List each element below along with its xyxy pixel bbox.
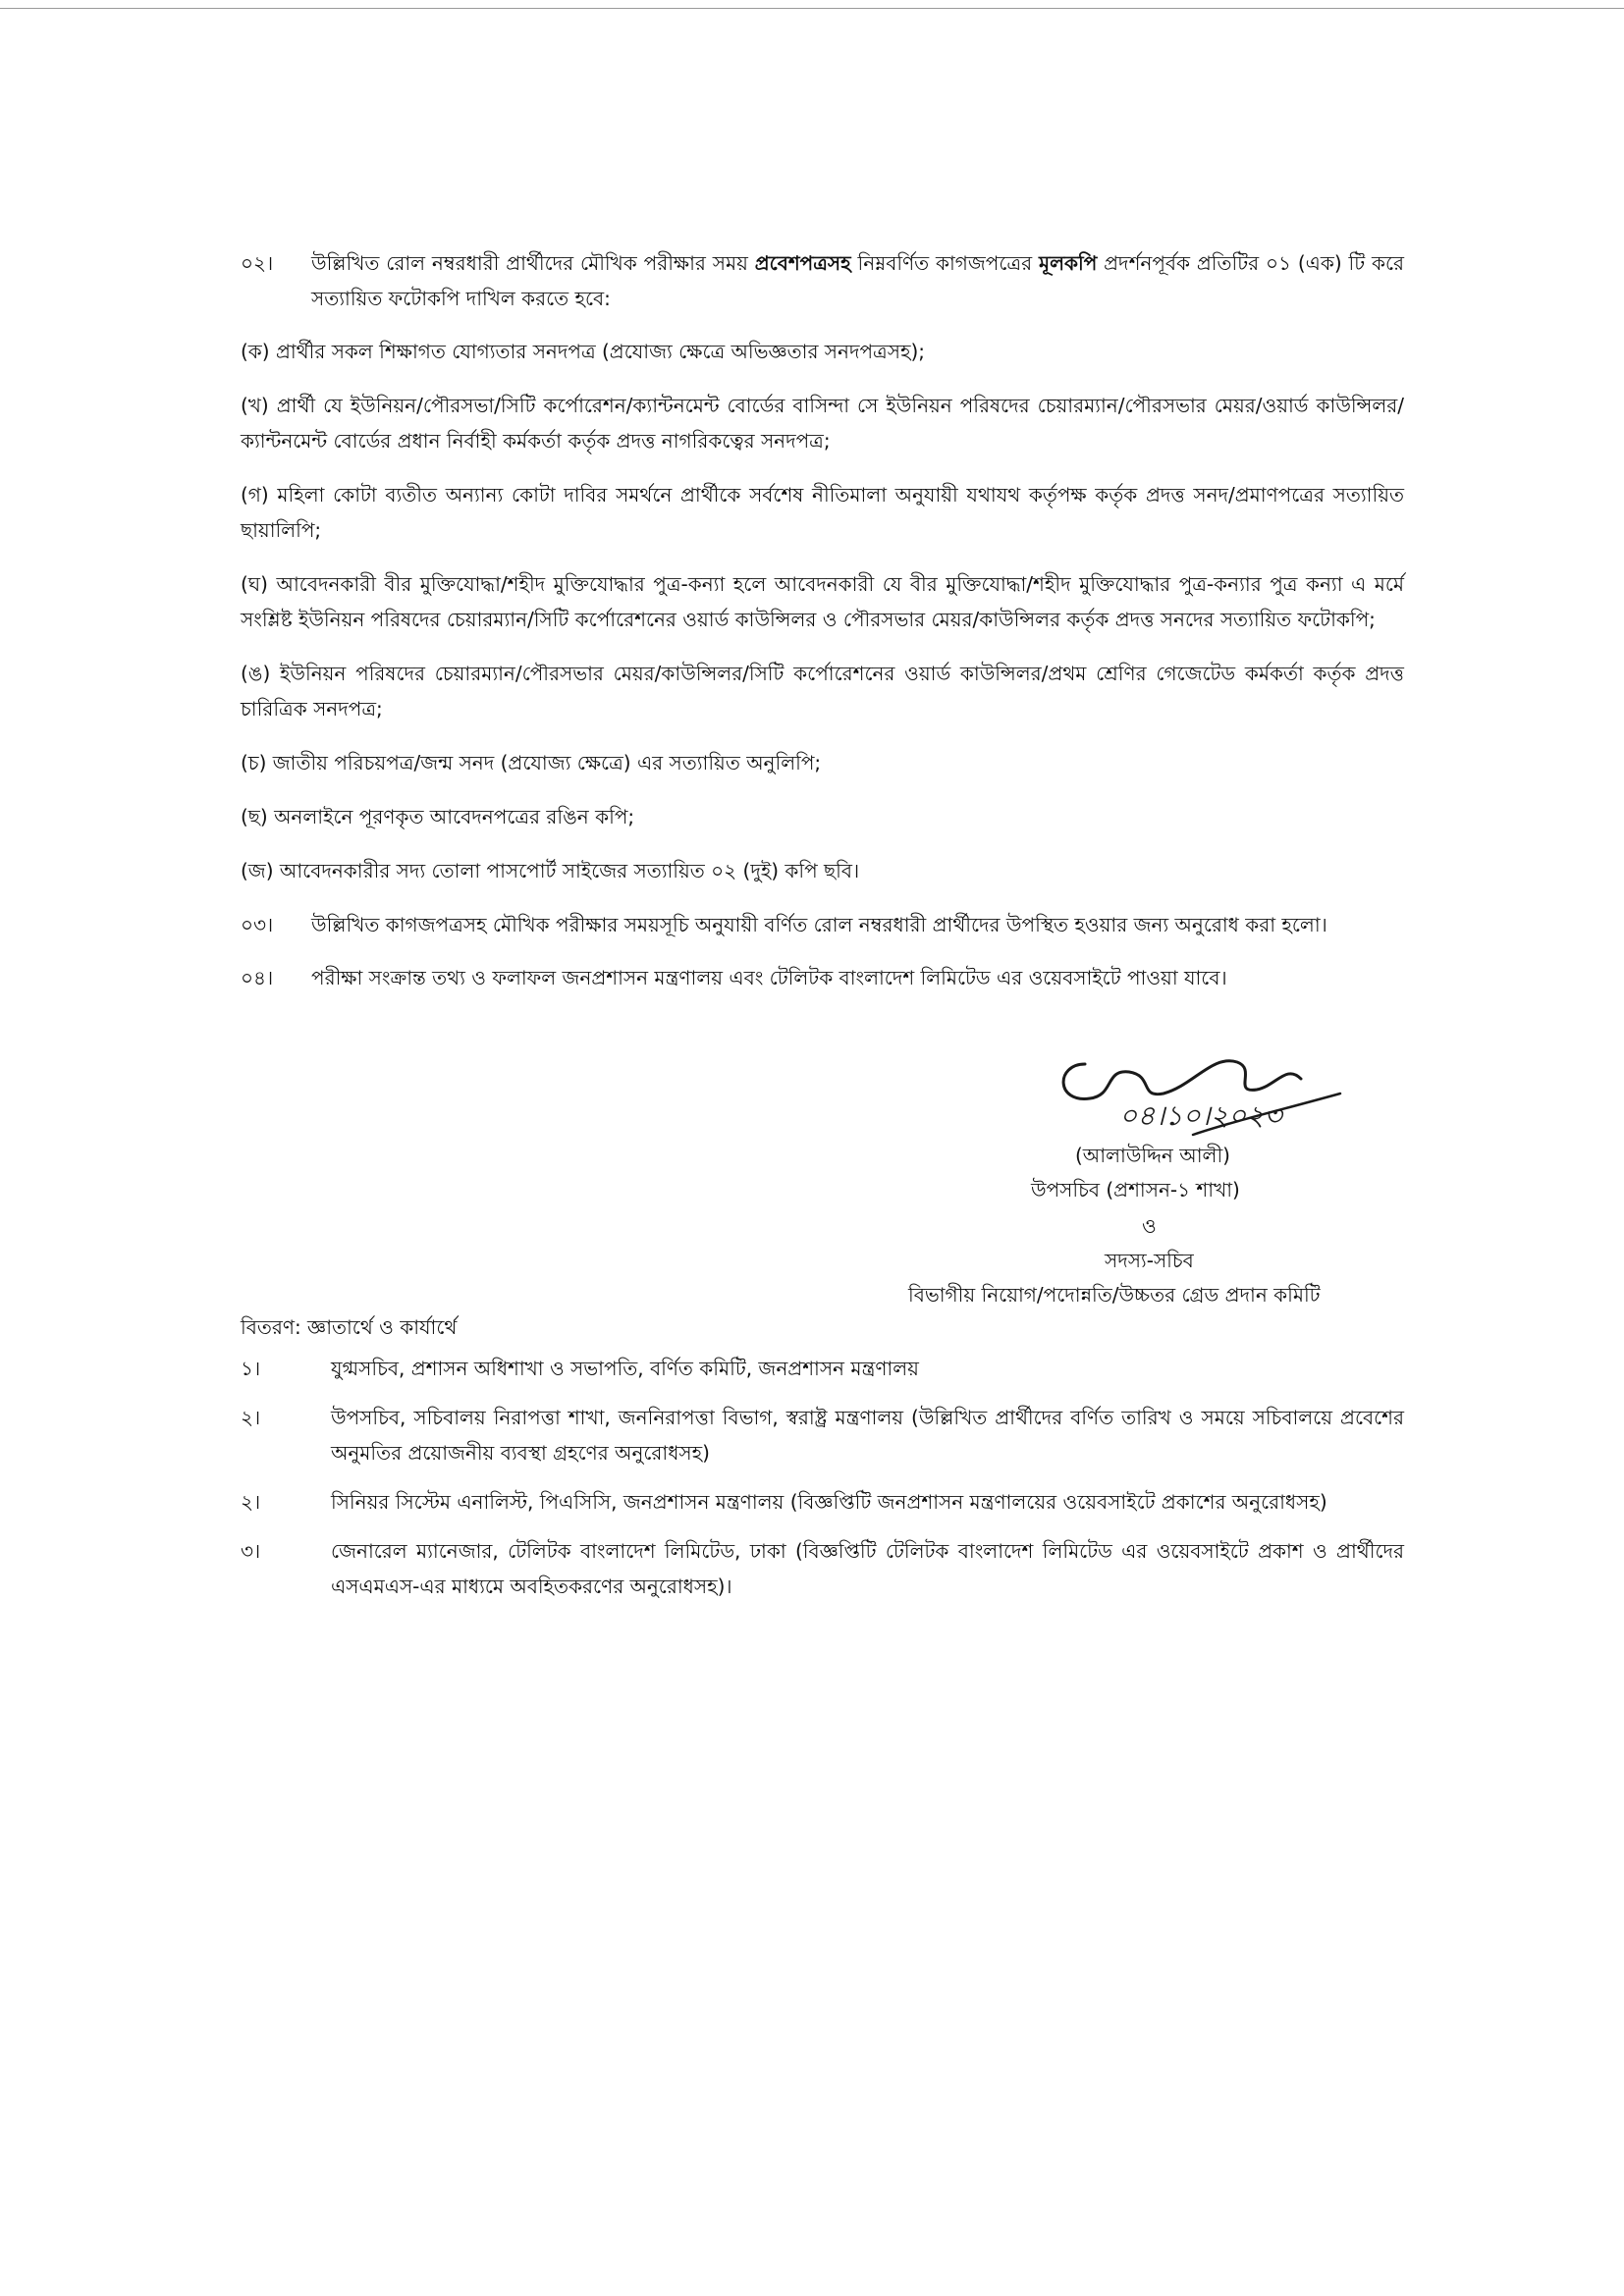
paragraph-number: ০৪। — [241, 966, 274, 989]
signatory-role: সদস্য-সচিব — [1105, 1249, 1194, 1272]
requirement-item-ga: (গ) মহিলা কোটা ব্যতীত অন্যান্য কোটা দাবির সমর্থনে প্রার্থীকে সর্বশেষ নীতিমালা অনুযায়ী যথাযথ কর্তৃপক্ষ কর্তৃক প্রদত্ত সনদ/প্রমাণপত্রের সত্যায়িত ছায়ালিপি; — [241, 483, 1404, 542]
distribution-row — [241, 1351, 1404, 1386]
requirement-item-ka: (ক) প্রার্থীর সকল শিক্ষাগত যোগ্যতার সনদপত্র (প্রযোজ্য ক্ষেত্রে অভিজ্ঞতার সনদপত্রসহ); — [241, 340, 925, 363]
paragraph-number: ০২। — [241, 251, 274, 275]
distribution-text: সিনিয়র সিস্টেম এনালিস্ট, পিএসিসি, জনপ্রশাসন মন্ত্রণালয় (বিজ্ঞপ্তিটি জনপ্রশাসন মন্ত্রণালয়ের ওয়েবসাইটে প্রকাশের অনুরোধসহ) — [331, 1490, 1327, 1514]
distribution-row — [241, 1400, 1404, 1470]
requirement-item-cha: (চ) জাতীয় পরিচয়পত্র/জন্ম সনদ (প্রযোজ্য ক্ষেত্রে) এর সত্যায়িত অনুলিপি; — [241, 751, 822, 774]
paragraph-text: উল্লিখিত কাগজপত্রসহ মৌখিক পরীক্ষার সময়সূচি অনুযায়ী বর্ণিত রোল নম্বরধারী প্রার্থীদের উপস্থিত হওয়ার জন্য অনুরোধ করা হলো। — [311, 913, 1327, 936]
handwritten-date: ০৪।১০।২০২৩ — [1119, 1099, 1282, 1132]
paragraph-number: ০৩। — [241, 913, 274, 936]
distribution-row — [241, 1533, 1404, 1604]
signatory-name: (আলাউদ্দিন আলী) — [1075, 1144, 1230, 1167]
distribution-heading: বিতরণ: জ্ঞাতার্থে ও কার্যার্থে — [241, 1315, 458, 1339]
bold-admit-card: প্রবেশপত্রসহ — [754, 251, 851, 275]
paragraph-text: উল্লিখিত রোল নম্বরধারী প্রার্থীদের মৌখিক পরীক্ষার সময় প্রবেশপত্রসহ নিম্নবর্ণিত কাগজপত্রের মূলকপি প্রদর্শনপূর্বক প্রতিটির ০১ (এক) টি করে সত্যায়িত ফটোকপি দাখিল করতে হবে: — [311, 251, 1404, 310]
page-top-edge — [0, 8, 1624, 9]
signatory-committee: বিভাগীয় নিয়োগ/পদোন্নতি/উচ্চতর গ্রেড প্রদান কমিটি — [908, 1283, 1321, 1307]
distribution-row — [241, 1484, 1404, 1520]
signature-block — [241, 1025, 1404, 1309]
requirement-item-chha: (ছ) অনলাইনে পূরণকৃত আবেদনপত্রের রঙিন কপি; — [241, 805, 635, 828]
distribution-number: ২। — [241, 1406, 261, 1429]
distribution-text: যুগ্মসচিব, প্রশাসন অধিশাখা ও সভাপতি, বর্ণিত কমিটি, জনপ্রশাসন মন্ত্রণালয় — [331, 1357, 919, 1380]
distribution-text: জেনারেল ম্যানেজার, টেলিটক বাংলাদেশ লিমিটেড, ঢাকা (বিজ্ঞপ্তিটি টেলিটক বাংলাদেশ লিমিটেড এর ওয়েবসাইটে প্রকাশ ও প্রার্থীদের এসএমএস-এর মাধ্যমে অবহিতকরণের অনুরোধসহ)। — [331, 1539, 1404, 1598]
paragraph-text: পরীক্ষা সংক্রান্ত তথ্য ও ফলাফল জনপ্রশাসন মন্ত্রণালয় এবং টেলিটক বাংলাদেশ লিমিটেড এর ওয়েবসাইটে পাওয়া যাবে। — [311, 966, 1227, 989]
document-body — [241, 245, 1404, 1618]
paragraph-02 — [241, 245, 1404, 316]
signatory-and: ও — [1142, 1214, 1157, 1238]
handwritten-signature — [1046, 1025, 1360, 1152]
requirement-item-ja: (জ) আবেদনকারীর সদ্য তোলা পাসপোর্ট সাইজের সত্যায়িত ০২ (দুই) কপি ছবি। — [241, 859, 860, 882]
requirement-item-umo: (ঙ) ইউনিয়ন পরিষদের চেয়ারম্যান/পৌরসভার মেয়র/কাউন্সিলর/সিটি কর্পোরেশনের ওয়ার্ড কাউন্সিলর/প্রথম শ্রেণির গেজেটেড কর্মকর্তা কর্তৃক প্রদত্ত চারিত্রিক সনদপত্র; — [241, 662, 1404, 721]
requirement-item-kha: (খ) প্রার্থী যে ইউনিয়ন/পৌরসভা/সিটি কর্পোরেশন/ক্যান্টনমেন্ট বোর্ডের বাসিন্দা সে ইউনিয়ন পরিষদের চেয়ারম্যান/পৌরসভার মেয়র/ওয়ার্ড কাউন্সিলর/ক্যান্টনমেন্ট বোর্ডের প্রধান নির্বাহী কর্মকর্তা কর্তৃক প্রদত্ত নাগরিকত্বের সনদপত্র; — [241, 394, 1404, 453]
signatory-designation: উপসচিব (প্রশাসন-১ শাখা) — [1031, 1178, 1240, 1201]
paragraph-04 — [241, 960, 1404, 995]
distribution-text: উপসচিব, সচিবালয় নিরাপত্তা শাখা, জননিরাপত্তা বিভাগ, স্বরাষ্ট্র মন্ত্রণালয় (উল্লিখিত প্রার্থীদের বর্ণিত তারিখ ও সময়ে সচিবালয়ে প্রবেশের অনুমতির প্রয়োজনীয় ব্যবস্থা গ্রহণের অনুরোধসহ) — [331, 1406, 1404, 1465]
bold-original-copy: মূলকপি — [1038, 251, 1098, 275]
distribution-number: ১। — [241, 1357, 261, 1380]
distribution-number: ২। — [241, 1490, 261, 1514]
requirement-item-gha: (ঘ) আবেদনকারী বীর মুক্তিযোদ্ধা/শহীদ মুক্তিযোদ্ধার পুত্র-কন্যা হলে আবেদনকারী যে বীর মুক্তিযোদ্ধা/শহীদ মুক্তিযোদ্ধার পুত্র-কন্যার পুত্র কন্যা এ মর্মে সংশ্লিষ্ট ইউনিয়ন পরিষদের চেয়ারম্যান/সিটি কর্পোরেশনের ওয়ার্ড কাউন্সিলর ও পৌরসভার মেয়র/কাউন্সিলর কর্তৃক প্রদত্ত সনদের সত্যায়িত ফটোকপি; — [241, 572, 1404, 631]
distribution-number: ৩। — [241, 1539, 261, 1563]
paragraph-03 — [241, 907, 1404, 942]
